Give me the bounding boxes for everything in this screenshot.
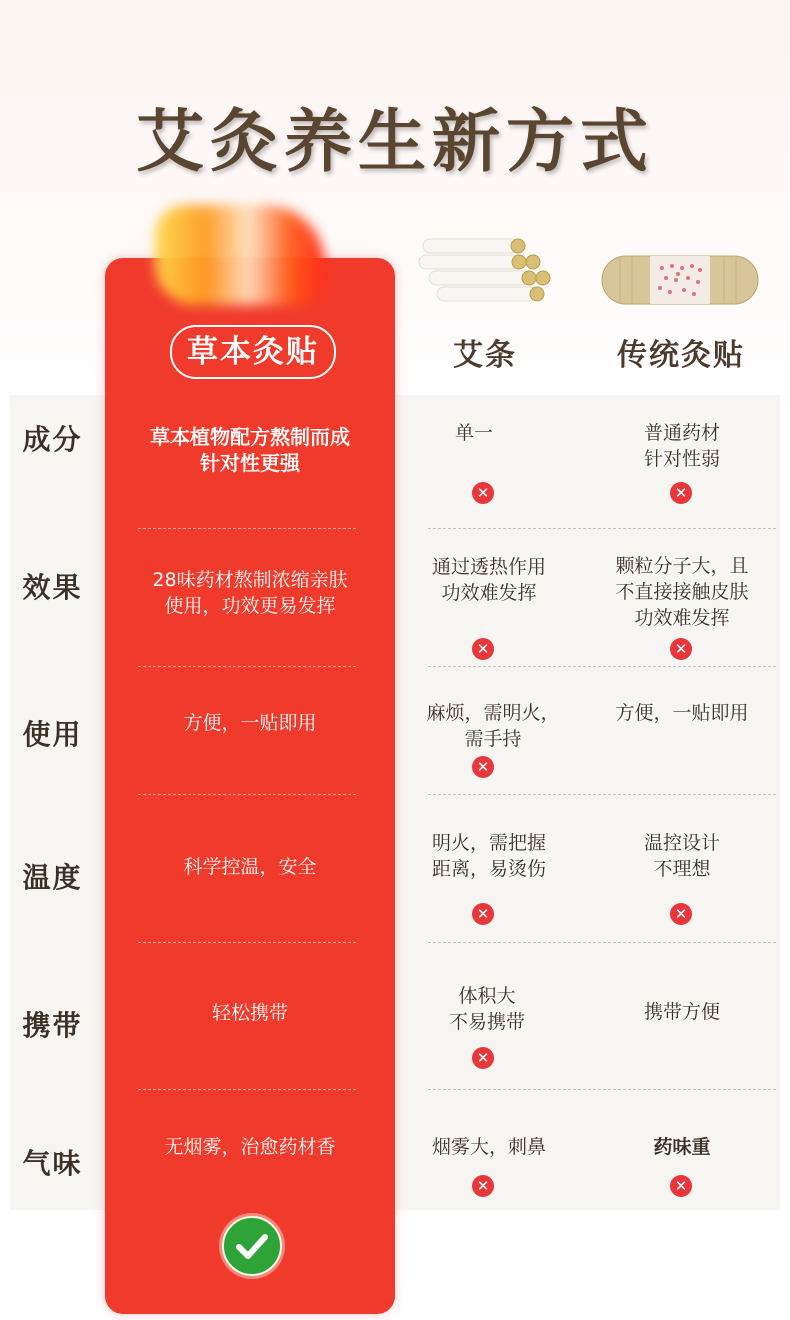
row-label-effect: 效果: [22, 571, 83, 604]
x-circle-icon: ✕: [472, 638, 494, 660]
traditional-patch-image: [600, 250, 760, 310]
row-divider: [138, 1089, 356, 1090]
main-cell-ingredients: 草本植物配方熬制而成 针对性更强: [150, 425, 350, 475]
x-circle-icon: ✕: [472, 1047, 494, 1069]
x-circle-icon: ✕: [670, 482, 692, 504]
blurred-product-image: [155, 205, 325, 305]
row-divider: [138, 528, 356, 529]
row-divider: [138, 666, 356, 667]
main-column-header: 草本灸贴: [170, 325, 336, 379]
x-circle-icon: ✕: [670, 638, 692, 660]
moxa-cell-portability: 体积大 不易携带: [448, 985, 525, 1033]
patch-cell-temperature: 温控设计 不理想: [643, 832, 720, 880]
x-circle-icon: ✕: [472, 482, 494, 504]
row-divider: [428, 666, 776, 667]
main-cell-smell: 无烟雾，治愈药材香: [164, 1136, 336, 1158]
row-divider: [138, 942, 356, 943]
row-label-portability: 携带: [22, 1009, 83, 1042]
page-title: 艾灸养生新方式: [135, 103, 654, 182]
patch-cell-smell: 药味重: [653, 1136, 711, 1158]
column-header-traditional-patch: 传统灸贴: [617, 338, 745, 373]
column-header-moxa-stick: 艾条: [453, 338, 517, 373]
row-label-smell: 气味: [22, 1147, 83, 1180]
row-label-temperature: 温度: [22, 861, 83, 894]
main-cell-usage: 方便，一贴即用: [183, 712, 317, 734]
row-divider: [428, 528, 776, 529]
moxa-cell-temperature: 明火，需把握 距离，易烫伤: [431, 832, 546, 880]
row-label-ingredients: 成分: [22, 423, 83, 456]
patch-cell-portability: 携带方便: [643, 1001, 720, 1023]
x-circle-icon: ✕: [472, 1175, 494, 1197]
row-divider: [428, 1089, 776, 1090]
moxa-cell-usage: 麻烦，需明火， 需手持: [426, 702, 560, 750]
row-divider: [138, 794, 356, 795]
moxa-cell-smell: 烟雾大，刺鼻: [431, 1136, 546, 1158]
patch-cell-effect: 颗粒分子大，且 不直接接触皮肤 功效难发挥: [615, 555, 749, 629]
row-label-usage: 使用: [22, 718, 83, 751]
main-cell-temperature: 科学控温，安全: [183, 856, 317, 878]
row-divider: [428, 942, 776, 943]
patch-cell-usage: 方便，一贴即用: [615, 702, 749, 724]
x-circle-icon: ✕: [670, 1175, 692, 1197]
x-circle-icon: ✕: [472, 903, 494, 925]
moxa-cell-effect: 通过透热作用 功效难发挥: [431, 556, 546, 604]
x-circle-icon: ✕: [472, 756, 494, 778]
main-cell-portability: 轻松携带: [211, 1002, 288, 1024]
row-divider: [428, 794, 776, 795]
main-cell-effect: 28味药材熬制浓缩亲肤 使用，功效更易发挥: [152, 569, 348, 617]
patch-cell-ingredients: 普通药材 针对性弱: [643, 422, 720, 470]
check-circle-icon: [222, 1216, 282, 1276]
x-circle-icon: ✕: [670, 903, 692, 925]
moxa-sticks-image: [415, 235, 555, 307]
moxa-cell-ingredients: 单一: [454, 422, 493, 444]
